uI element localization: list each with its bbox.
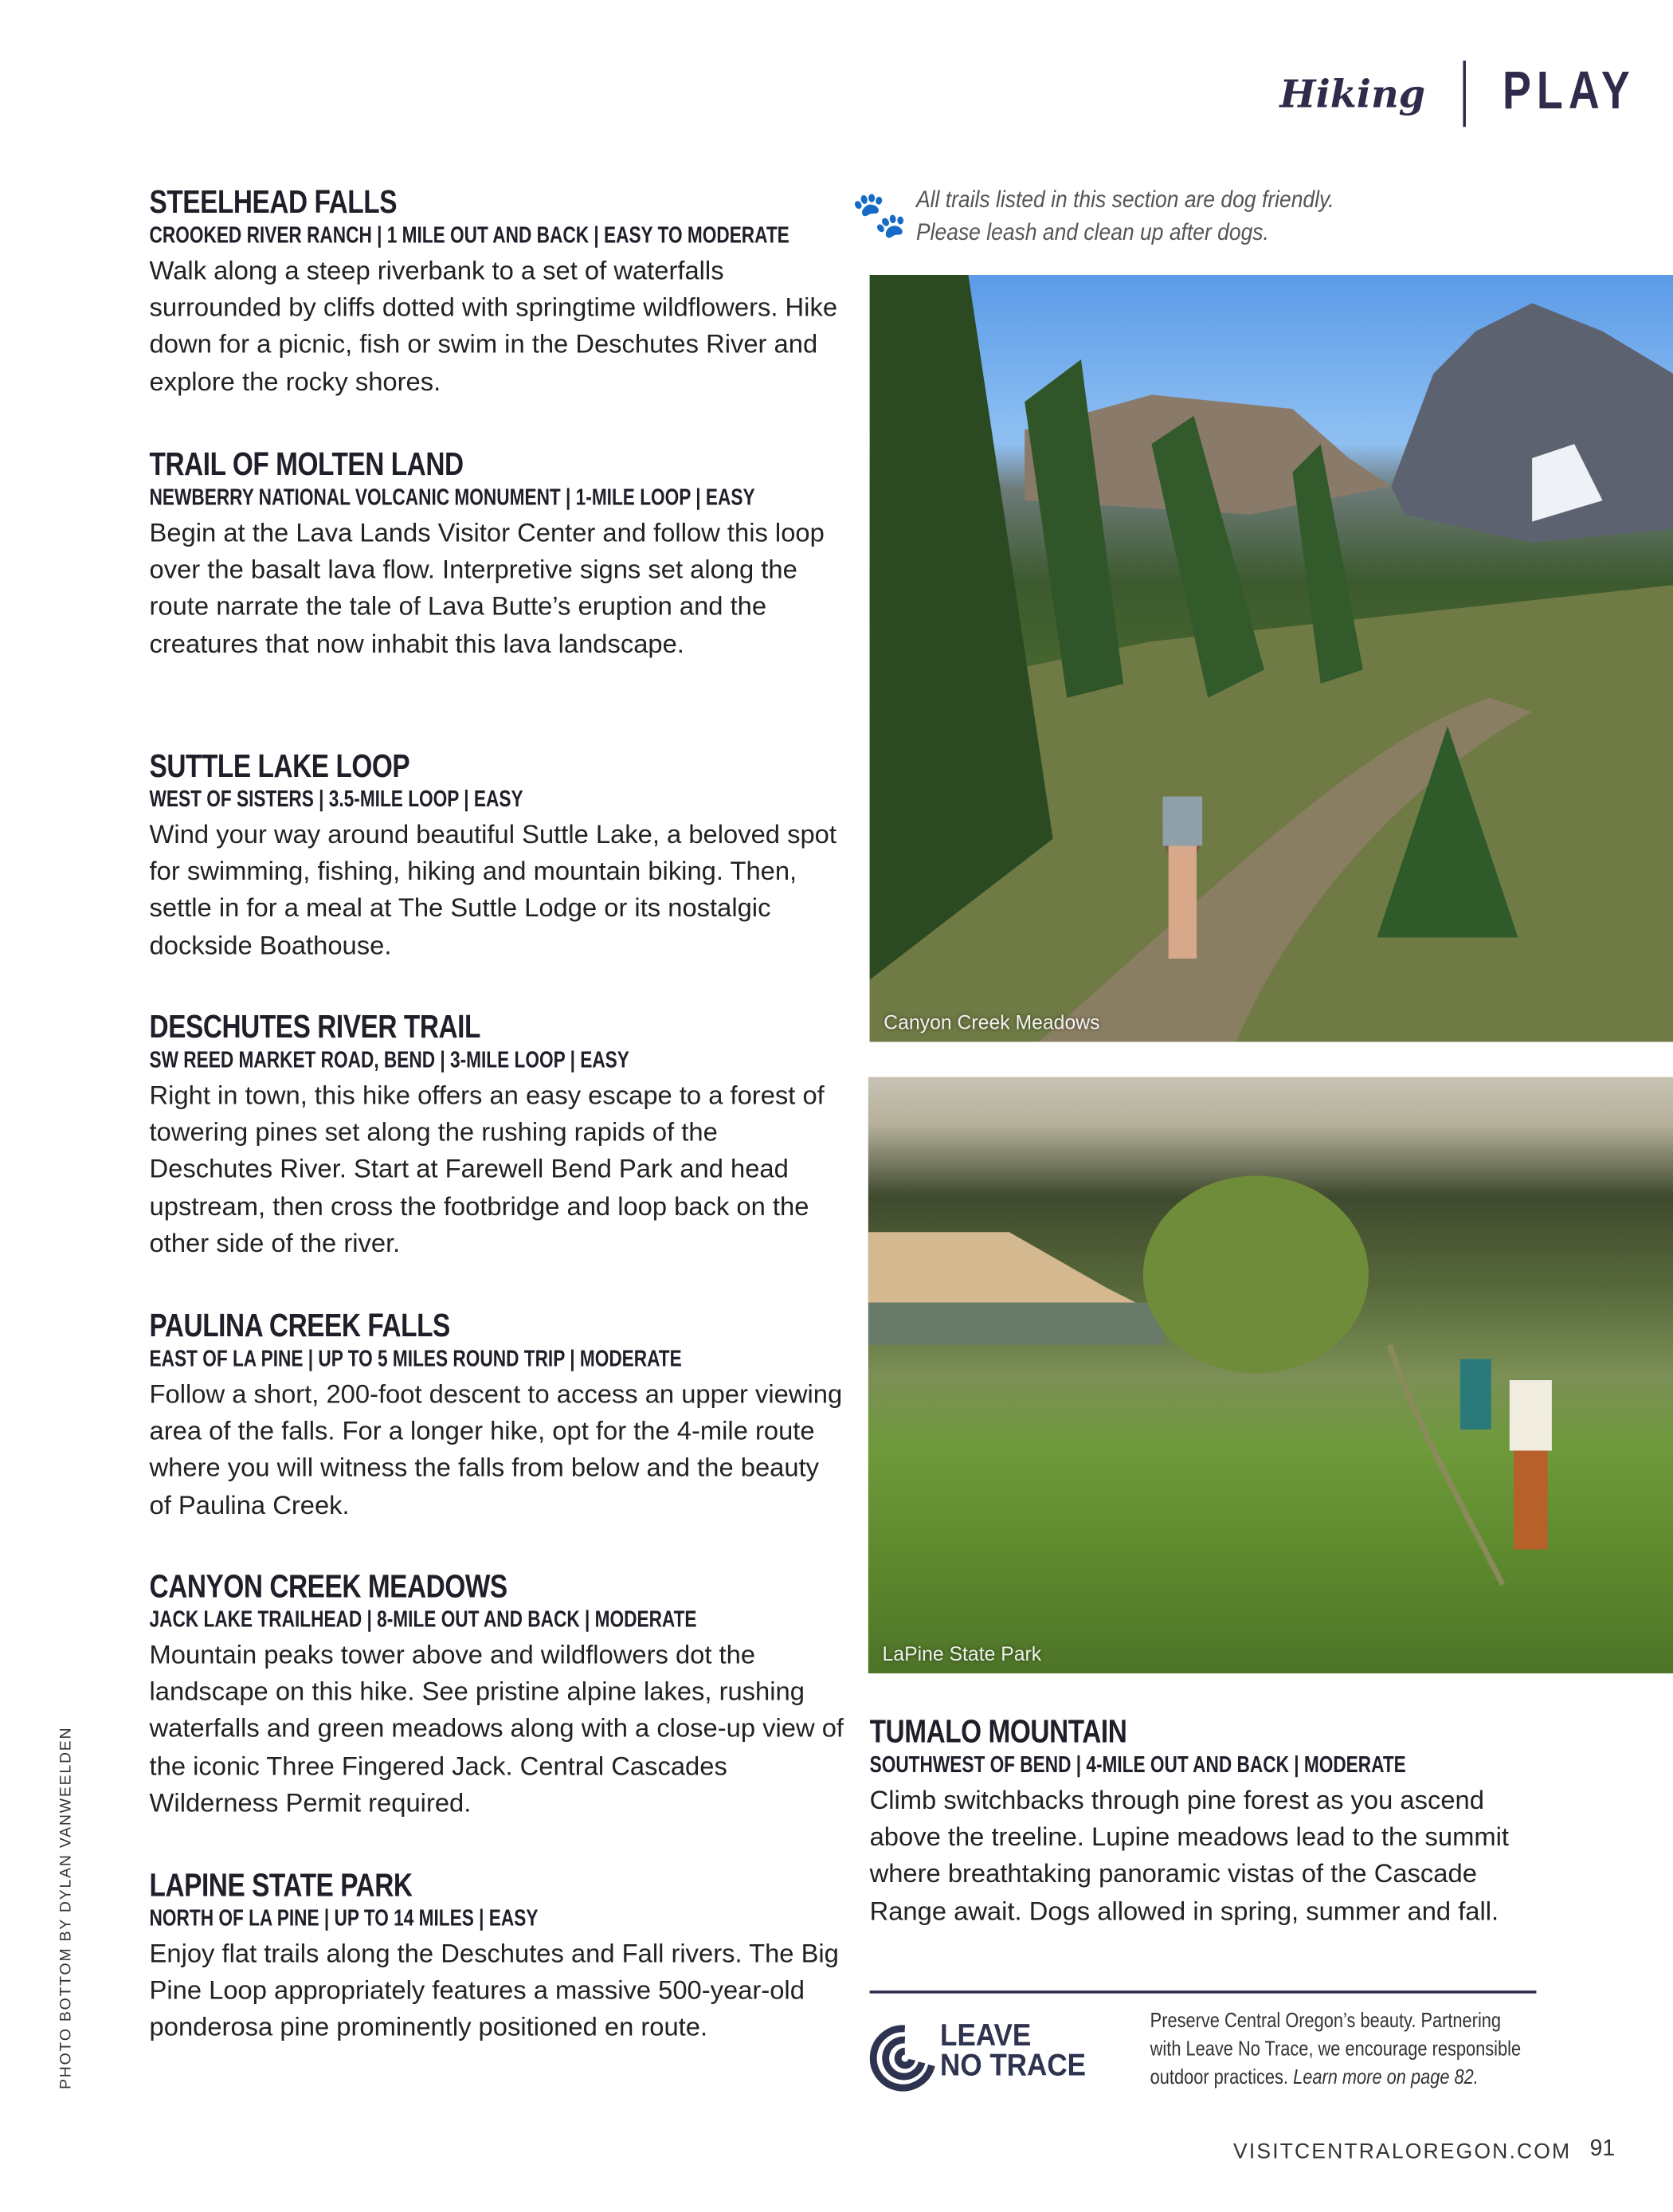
trail-title: PAULINA CREEK FALLS bbox=[149, 1307, 450, 1344]
trail-details: EAST OF LA PINE | UP TO 5 MILES ROUND TRIP | MODERATE bbox=[149, 1347, 682, 1372]
lnt-text: outdoor practices. bbox=[1150, 2066, 1289, 2089]
category-label: PLAY bbox=[1502, 61, 1636, 122]
trail-entry bbox=[150, 1307, 848, 1524]
logo-text: NO TRACE bbox=[940, 2046, 1086, 2083]
trail-details: NEWBERRY NATIONAL VOLCANIC MONUMENT | 1-MILE LOOP | EASY bbox=[149, 486, 755, 511]
trail-description: Walk along a steep riverbank to a set of waterfalls surrounded by cliffs dotted with springtime wildflowers. Hike down for a picnic, fish or swim in the Deschutes River and explore the rocky shores. bbox=[149, 255, 838, 396]
page-reference: Learn more on page 82. bbox=[1293, 2066, 1479, 2089]
footer-site: VISITCENTRALOREGON.COM bbox=[1233, 2139, 1572, 2164]
trail-details: WEST OF SISTERS | 3.5-MILE LOOP | EASY bbox=[149, 787, 523, 813]
trail-details: CROOKED RIVER RANCH | 1 MILE OUT AND BACK | EASY TO MODERATE bbox=[149, 224, 789, 249]
photo-caption: LaPine State Park bbox=[882, 1642, 1042, 1665]
photo-credit: PHOTO BOTTOM BY DYLAN VANWEELDEN bbox=[57, 1726, 75, 2089]
trail-title: LAPINE STATE PARK bbox=[149, 1866, 413, 1904]
trail-description: Wind your way around beautiful Suttle Lake, a beloved spot for swimming, fishing, hiking and mountain biking. Then, settle in for a meal at The Suttle Lodge or its nostalgic dockside Boathouse. bbox=[149, 818, 836, 960]
trail-title: CANYON CREEK MEADOWS bbox=[149, 1567, 507, 1605]
dog-note-line: All trails listed in this section are dog friendly. bbox=[915, 186, 1334, 214]
dog-note-line: Please leash and clean up after dogs. bbox=[915, 218, 1269, 245]
photo-canyon-creek-meadows bbox=[870, 275, 1673, 1041]
trail-title: TRAIL OF MOLTEN LAND bbox=[149, 445, 464, 483]
trail-title: TUMALO MOUNTAIN bbox=[869, 1712, 1127, 1750]
trail-details: NORTH OF LA PINE | UP TO 14 MILES | EASY bbox=[149, 1907, 539, 1932]
mountain-scene bbox=[870, 275, 1673, 1041]
trail-description: Mountain peaks tower above and wildflowers dot the landscape on this hike. See pristine alpine lakes, rushing waterfalls and green meadows along with a close-up view of the iconic Three Fingered Jack. Central Cascades Wilderness Permit required. bbox=[149, 1639, 844, 1818]
trail-description: Enjoy flat trails along the Deschutes and Fall rivers. The Big Pine Loop appropriately features a massive 500-year-old ponderosa pine prominently positioned en route. bbox=[149, 1938, 839, 2042]
trail-title: DESCHUTES RIVER TRAIL bbox=[149, 1007, 480, 1045]
trail-entry bbox=[150, 445, 848, 662]
lnt-line bbox=[1150, 2064, 1521, 2092]
leave-no-trace-text bbox=[1150, 2007, 1521, 2092]
divider bbox=[870, 1990, 1537, 1994]
dog-note bbox=[916, 183, 1334, 248]
trail-entry bbox=[150, 1008, 848, 1261]
trail-description: Begin at the Lava Lands Visitor Center and follow this loop over the basalt lava flow. Interpretive signs set along the route narrate the tale of Lava Butte’s eruption and the creatures that now inhabit this lava landscape. bbox=[149, 517, 825, 658]
trail-title: STEELHEAD FALLS bbox=[149, 182, 398, 220]
page-number: 91 bbox=[1589, 2137, 1616, 2162]
photo-lapine-state-park bbox=[868, 1077, 1673, 1673]
logo-text: LEAVE bbox=[940, 2017, 1032, 2053]
trail-description: Follow a short, 200-foot descent to access an upper viewing area of the falls. For a longer hike, opt for the 4-mile route where you will witness the falls from below and the beauty of Paulina Creek. bbox=[149, 1379, 843, 1520]
trail-entry bbox=[870, 1713, 1533, 1930]
trail-details: JACK LAKE TRAILHEAD | 8-MILE OUT AND BACK | MODERATE bbox=[149, 1608, 697, 1633]
lnt-line: with Leave No Trace, we encourage responsible bbox=[1150, 2038, 1522, 2061]
trail-details: SW REED MARKET ROAD, BEND | 3-MILE LOOP | EASY bbox=[149, 1049, 629, 1073]
photo-caption: Canyon Creek Meadows bbox=[884, 1010, 1100, 1033]
trail-description: Climb switchbacks through pine forest as you ascend above the treeline. Lupine meadows lead to the summit where breathtaking panoramic vistas of the Cascade Range await. Dogs allowed in spring, summer and fall. bbox=[869, 1784, 1509, 1926]
meadow-scene bbox=[868, 1077, 1673, 1673]
trail-entry bbox=[150, 1567, 848, 1821]
section-label: Hiking bbox=[1279, 73, 1426, 117]
trail-entry bbox=[150, 747, 848, 964]
trail-entry bbox=[150, 183, 848, 400]
trail-title: SUTTLE LAKE LOOP bbox=[149, 747, 410, 784]
lnt-line: Preserve Central Oregon’s beauty. Partnering bbox=[1150, 2010, 1502, 2034]
header-divider bbox=[1463, 61, 1466, 127]
trail-entry bbox=[150, 1866, 848, 2046]
paw-icon: 🐾 bbox=[851, 189, 908, 240]
spiral-icon bbox=[870, 2023, 940, 2093]
trail-details: SOUTHWEST OF BEND | 4-MILE OUT AND BACK | MODERATE bbox=[869, 1753, 1406, 1778]
trail-description: Right in town, this hike offers an easy escape to a forest of towering pines set along the rushing rapids of the Deschutes River. Start at Farewell Bend Park and head upstream, then cross the footbridge and loop back on the other side of the river. bbox=[149, 1080, 825, 1257]
